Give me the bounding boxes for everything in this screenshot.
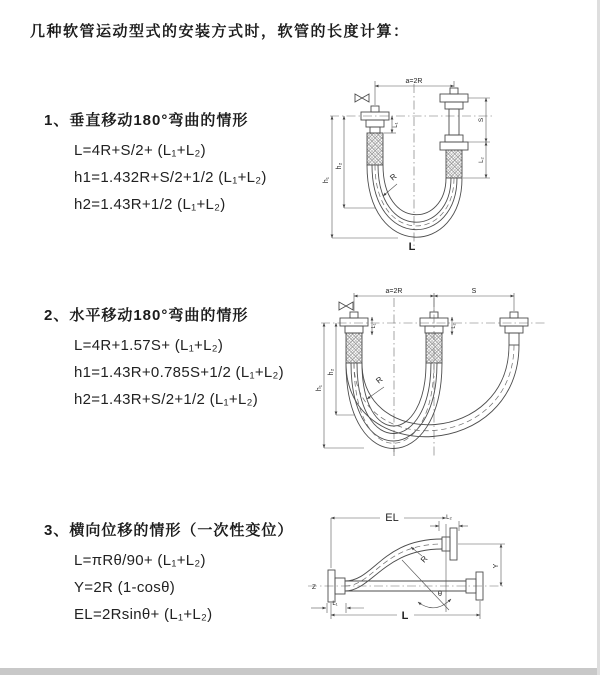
dim-label-l: L (401, 610, 409, 622)
dim-label-h2: h₂ (328, 368, 335, 376)
hose-wall (372, 165, 457, 230)
section-3-heading: 3、横向位移的情形（一次性变位） (44, 522, 294, 539)
formula-line: EL=2Rsinθ+ (L₁+L₂) (74, 606, 213, 623)
formula-line: L=4R+1.57S+ (L₁+L₂) (74, 337, 224, 354)
flange (450, 528, 457, 560)
braided-hose (446, 150, 462, 178)
dim-label-y: Y (493, 563, 500, 569)
pipe-stub (450, 88, 458, 94)
section-2 (44, 304, 314, 413)
fitting (370, 127, 380, 133)
hose-wall-deflected (345, 549, 442, 591)
section-1-heading: 1、垂直移动180°弯曲的情形 (44, 112, 249, 129)
dim-label-r: R (388, 171, 399, 183)
section-2-heading: 2、水平移动180°弯曲的情形 (44, 307, 249, 324)
valve-icon (339, 302, 353, 310)
dim-label-theta: θ (437, 589, 443, 598)
dimension-lines (311, 518, 505, 619)
braided-hose (346, 333, 362, 363)
diagram-vertical-180-bend (302, 68, 537, 258)
pipe-stub (371, 106, 379, 112)
dim-label-a2r: a=2R (405, 78, 423, 85)
piping-linework (328, 528, 483, 602)
dim-label-h2: h₂ (336, 162, 343, 170)
section-3-formulas (44, 547, 314, 628)
flange (445, 135, 463, 142)
diagram-horizontal-180-bend (308, 280, 558, 465)
flange (345, 326, 363, 333)
scan-edge-bottom (0, 668, 600, 675)
pipe-stub (350, 312, 358, 318)
hose-centerline (375, 165, 454, 226)
dim-label-el: EL (385, 512, 399, 524)
section-1 (44, 109, 314, 218)
braided-hose-sections (367, 133, 462, 178)
section-3 (44, 519, 314, 628)
dim-label-l2: L₂ (451, 323, 457, 329)
flange (440, 94, 468, 102)
formula-line: Y=2R (1-cosθ) (74, 579, 176, 596)
flange (505, 326, 523, 333)
dim-label-l1: L₁ (393, 122, 399, 128)
flange (366, 120, 384, 127)
flange (340, 318, 368, 326)
dim-label-h1: h₁ (323, 176, 330, 184)
formula-line: h2=1.43R+S/2+1/2 (L₁+L₂) (74, 391, 259, 408)
formula-line: h2=1.43R+1/2 (L₁+L₂) (74, 196, 226, 213)
dim-label-s: S (478, 117, 485, 123)
rigid-pipe (509, 333, 519, 345)
rigid-pipe (449, 109, 459, 135)
dim-label-l2: L₂ (479, 157, 485, 163)
diagram-lateral-displacement (298, 500, 560, 648)
section-2-formulas (44, 332, 314, 413)
dim-label-l1: L₁ (371, 323, 377, 329)
dim-label-l: L (408, 241, 416, 253)
flange (440, 142, 468, 150)
dim-label-l2: L₂ (446, 515, 452, 521)
dim-label-h1: h₁ (316, 384, 323, 392)
formula-line: h1=1.432R+S/2+1/2 (L₁+L₂) (74, 169, 267, 186)
valve-icon (355, 94, 369, 102)
section-1-formulas (44, 137, 314, 218)
braided-hose (367, 133, 383, 165)
dim-label-a2r: a=2R (385, 288, 403, 295)
centerlines (330, 84, 494, 248)
braided-hose (426, 333, 442, 363)
flange (500, 318, 528, 326)
page-title: 几种软管运动型式的安装方式时，软管的长度计算： (30, 23, 410, 40)
formula-line: h1=1.43R+0.785S+1/2 (L₁+L₂) (74, 364, 284, 381)
axis-mark: Z (312, 584, 316, 591)
dimension-lines (324, 293, 514, 456)
hose-wall (378, 165, 451, 222)
dim-label-r: R (418, 554, 430, 565)
pipe-stub (510, 312, 518, 318)
dim-label-r: R (374, 374, 385, 386)
flange (445, 102, 463, 109)
dim-label-l1: L₁ (332, 601, 338, 607)
formula-line: L=πRθ/90+ (L₁+L₂) (74, 552, 206, 569)
dim-label-s: S (471, 288, 477, 295)
formula-line: L=4R+S/2+ (L₁+L₂) (74, 142, 206, 159)
